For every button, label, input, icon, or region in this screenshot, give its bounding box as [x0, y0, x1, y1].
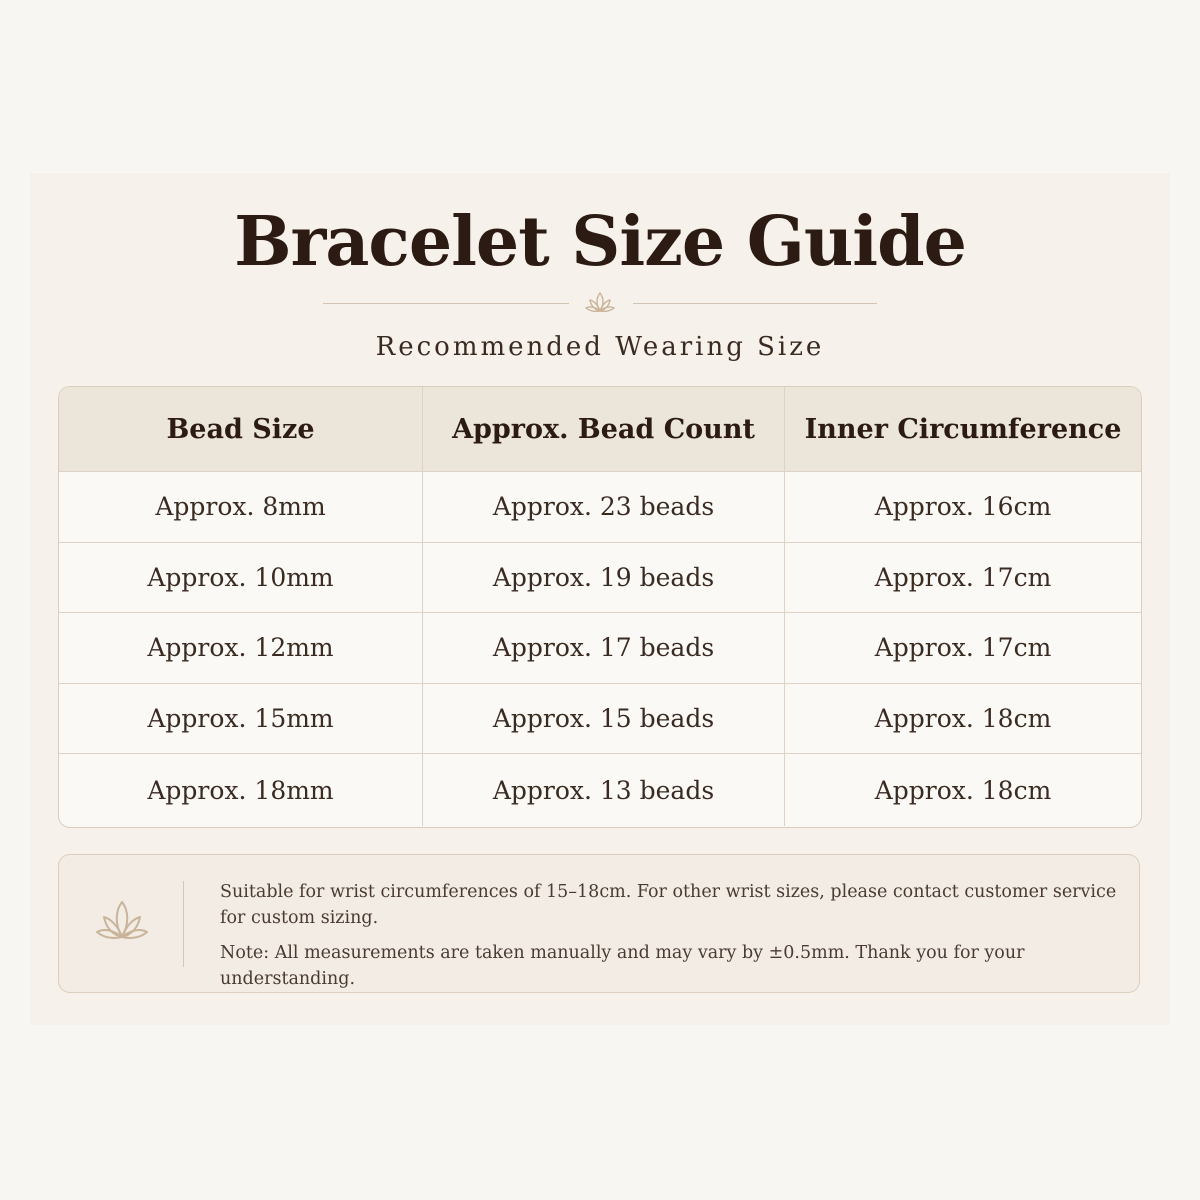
table-header-row — [59, 387, 1141, 472]
divider-line-left — [323, 303, 569, 304]
note-box — [58, 854, 1140, 993]
table-row — [59, 754, 1141, 826]
cell-bead-count: Approx. 15 beads — [423, 684, 785, 754]
table-row — [59, 472, 1141, 543]
cell-bead-count: Approx. 13 beads — [423, 754, 785, 826]
cell-bead-count: Approx. 19 beads — [423, 543, 785, 613]
size-table — [58, 386, 1142, 828]
page-title: Bracelet Size Guide — [234, 202, 966, 282]
cell-bead-size: Approx. 12mm — [59, 613, 423, 683]
cell-inner-circumference: Approx. 18cm — [874, 704, 1052, 734]
header-bead-count: Approx. Bead Count — [423, 387, 785, 471]
note-separator — [183, 881, 184, 967]
cell-bead-size: Approx. 8mm — [59, 472, 423, 542]
table-row — [59, 613, 1141, 684]
table-row — [59, 684, 1141, 755]
note-line-measurements: Note: All measurements are taken manually and may vary by ±0.5mm. Thank you for your understanding. — [220, 943, 1025, 989]
note-text — [220, 879, 1120, 992]
cell-bead-count: Approx. 17 beads — [423, 613, 785, 683]
table-row — [59, 543, 1141, 614]
header-inner-circumference: Inner Circumference — [804, 413, 1122, 445]
cell-bead-count: Approx. 23 beads — [423, 472, 785, 542]
lotus-icon — [93, 899, 151, 945]
cell-bead-size: Approx. 15mm — [59, 684, 423, 754]
title-divider — [323, 290, 877, 318]
lotus-icon — [583, 290, 617, 316]
page-subtitle: Recommended Wearing Size — [375, 332, 825, 362]
divider-line-right — [633, 303, 877, 304]
cell-inner-circumference: Approx. 16cm — [874, 492, 1052, 522]
cell-inner-circumference: Approx. 17cm — [874, 633, 1052, 663]
cell-inner-circumference: Approx. 17cm — [874, 562, 1052, 592]
header-bead-size: Bead Size — [59, 387, 423, 471]
cell-bead-size: Approx. 18mm — [59, 754, 423, 826]
note-line-wrist-sizes: Suitable for wrist circumferences of 15–18cm. For other wrist sizes, please contact customer service for custom sizing. — [220, 882, 1117, 928]
cell-inner-circumference: Approx. 18cm — [874, 775, 1052, 805]
cell-bead-size: Approx. 10mm — [59, 543, 423, 613]
